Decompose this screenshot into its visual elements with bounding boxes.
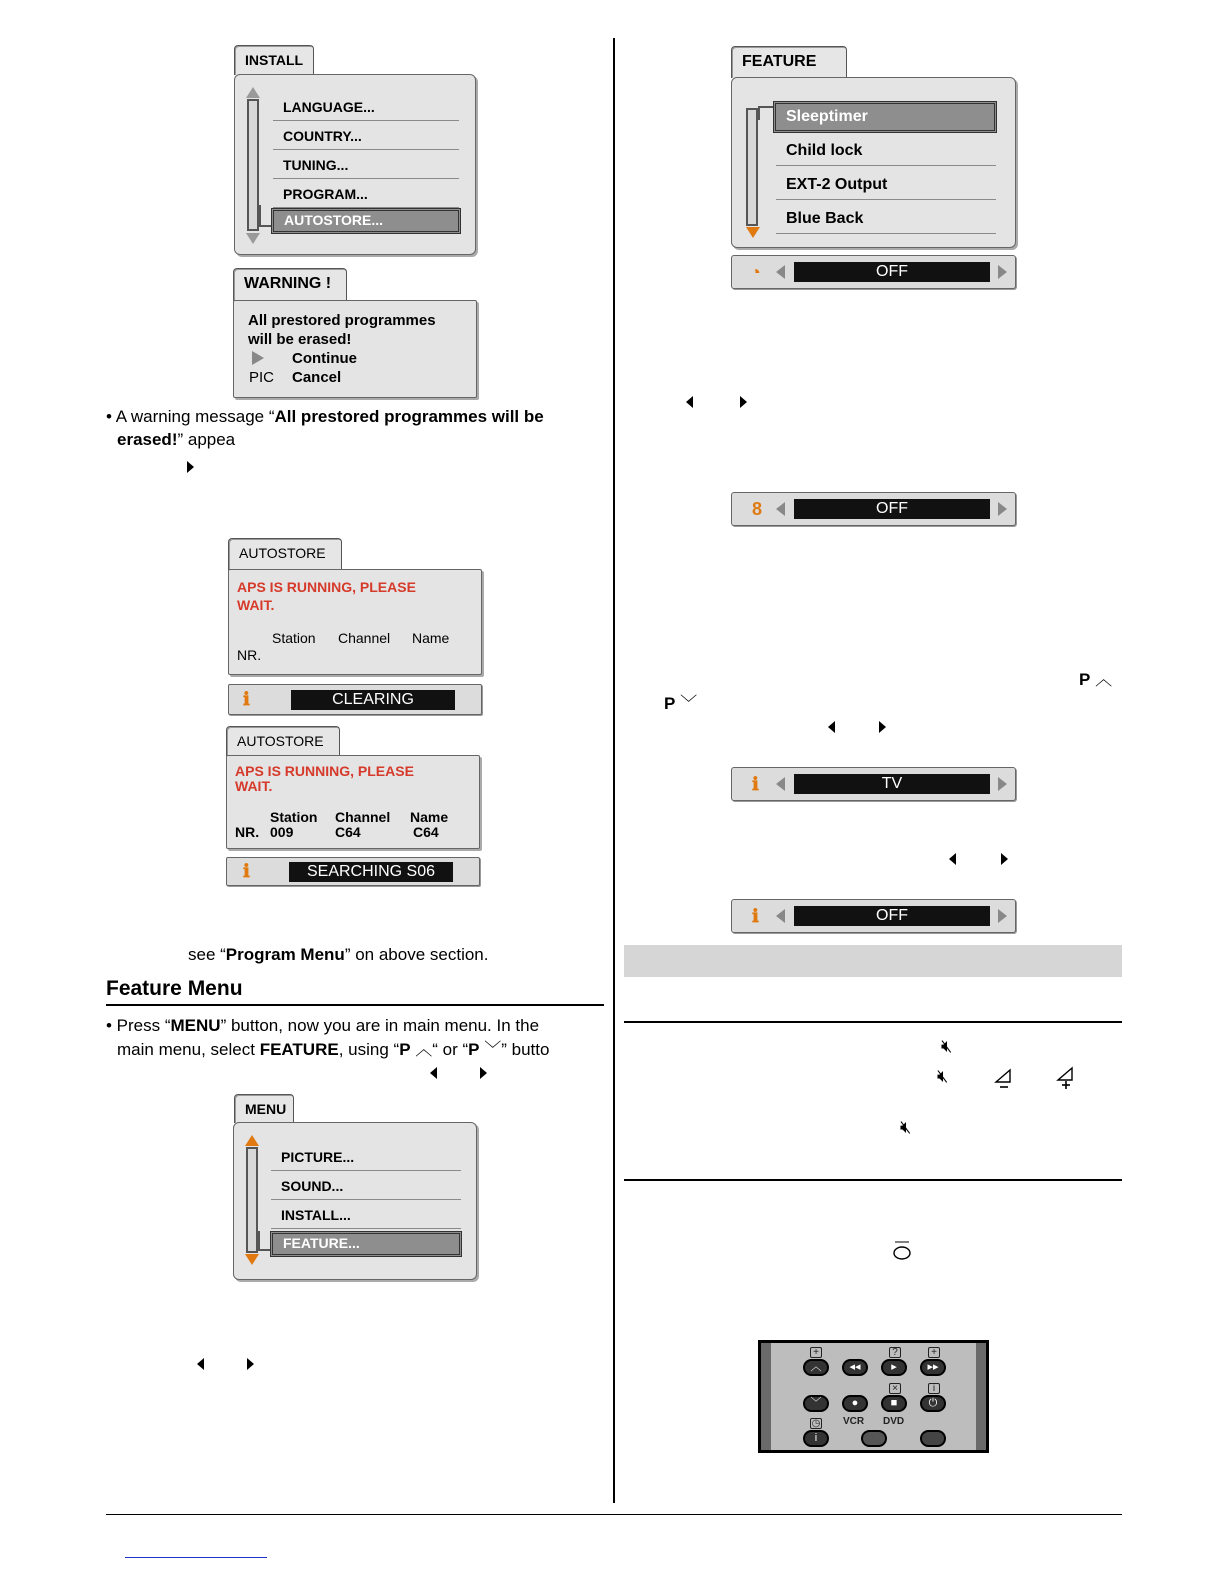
page-bottom-rule [106,1514,1122,1515]
right-arrow-icon [480,1067,487,1079]
channel-value: C64 [335,824,361,840]
stop-button[interactable]: ■ [881,1395,907,1412]
wrench-icon: ℹ [243,689,250,709]
left-arrow-icon [197,1358,204,1370]
autostore-panel-1 [228,569,482,675]
mute-icon: 🔇︎ [937,1066,949,1086]
scroll-down-icon [245,1254,259,1265]
para-text: main menu, select [117,1040,260,1059]
expand-symbol: + [928,1347,940,1358]
searching-status: SEARCHING S06 [289,862,453,882]
menu-keyword: MENU [170,1016,221,1035]
warning-line-1: All prestored programmes [248,312,436,329]
column-divider [613,38,615,1503]
child-lock-status-bar [731,492,1016,526]
aps-message-line-2: WAIT. [235,778,273,794]
aps-message-line-2: WAIT. [237,597,275,613]
autostore-tab-2: AUTOSTORE [226,726,340,756]
help-symbol: ? [889,1347,901,1358]
remote-control-image [758,1340,989,1453]
p-down-key [664,692,697,716]
page-up-symbol: + [810,1347,822,1358]
menu-item-tuning[interactable]: TUNING... [273,153,459,179]
info-symbol: i [928,1383,940,1394]
fast-forward-button[interactable]: ▸▸ [920,1359,946,1376]
info-button[interactable]: i [803,1430,829,1447]
increase-arrow-icon[interactable] [998,502,1007,516]
increase-arrow-icon[interactable] [998,909,1007,923]
p-down-icon: ﹀ [479,1040,502,1059]
ext2-status-bar [731,767,1016,801]
left-arrow-icon [949,853,956,865]
para-text: ” butto [501,1040,550,1059]
heading-rule [106,1004,604,1006]
col-header-station: Station [270,809,318,825]
play-button[interactable]: ▸ [881,1359,907,1376]
bullet-text-pre: • A warning message “ [106,407,275,426]
mode-switch[interactable] [861,1430,887,1447]
ext2-value: TV [794,774,990,794]
aps-message-line-1: APS IS RUNNING, PLEASE [237,579,416,595]
continue-option[interactable]: Continue [292,350,357,367]
feature-menu-heading: Feature Menu [106,977,243,1000]
scroll-down-icon [746,227,760,238]
col-header-channel: Channel [338,630,391,646]
section-rule-1 [624,1021,1122,1023]
power-button[interactable]: ⏻ [920,1395,946,1412]
scroll-connector [758,106,774,120]
p-key: P [399,1040,411,1059]
feature-keyword: FEATURE [259,1040,339,1059]
volume-down-icon [994,1066,1016,1090]
timer-icon: ◔ [750,262,761,282]
see-program-menu-text [188,943,488,967]
section-rule-2 [624,1179,1122,1181]
p-up-key [1079,668,1112,692]
cancel-option[interactable]: Cancel [292,369,342,386]
scrollbar [746,108,758,226]
mute-icon: 🔇︎ [900,1117,912,1137]
right-arrow-icon [187,461,194,473]
menu-item-install[interactable]: INSTALL... [271,1203,461,1229]
feature-tab: FEATURE [731,46,847,78]
p-up-icon: ︿ [410,1040,433,1059]
p-key: P [664,694,676,713]
up-button[interactable]: ︿ [803,1359,829,1376]
mode-button-icon [891,1238,913,1262]
right-arrow-icon [740,396,747,408]
right-arrow-icon [1001,853,1008,865]
feature-para-line-1 [106,1014,604,1038]
bullet-text-bold-1: All prestored programmes will be [274,407,544,426]
cancel-symbol: × [889,1383,901,1394]
warning-tab: WARNING ! [233,268,347,301]
menu-item-picture[interactable]: PICTURE... [271,1145,461,1171]
section-header-band [624,945,1122,977]
col-header-nr: NR. [237,647,262,663]
para-text: • Press “ [106,1016,171,1035]
down-button[interactable]: ﹀ [803,1395,829,1412]
menu-item-ext2-output[interactable]: EXT-2 Output [776,170,996,200]
feature-para-line-2 [117,1038,549,1062]
see-post: ” on above section. [344,945,489,964]
warning-bullet-line-2 [117,428,235,452]
remote-edge-right [976,1343,986,1450]
sleeptimer-status-bar [731,255,1016,289]
mute-icon: 🔇︎ [941,1036,953,1056]
menu-item-country[interactable]: COUNTRY... [273,124,459,150]
col-header-station: Station [272,630,316,646]
scroll-down-icon [246,233,260,244]
clock-symbol: ◷ [811,1418,821,1429]
see-bold: Program Menu [225,945,345,964]
menu-item-program[interactable]: PROGRAM... [273,182,459,208]
autostore-panel-2 [226,755,480,849]
vcr-label: VCR [843,1416,865,1427]
child-lock-value: OFF [794,499,990,519]
col-header-name: Name [412,630,450,646]
scroll-up-icon [245,1135,259,1146]
col-header-channel: Channel [335,809,391,825]
menu-tab: MENU [234,1094,294,1123]
para-text: ” button, now you are in main menu. In the [220,1016,540,1035]
aps-message-line-1: APS IS RUNNING, PLEASE [235,763,414,779]
p-up-icon: ︿ [1090,670,1113,689]
name-value: C64 [413,824,439,840]
autostore-status-bar-2 [226,857,480,886]
decrease-arrow-icon[interactable] [776,909,785,923]
footer-link-underline [125,1557,267,1558]
blue-back-value: OFF [794,906,990,926]
pic-key-label: PIC [249,369,275,386]
see-pre: see “ [188,945,226,964]
menu-item-language[interactable]: LANGUAGE... [273,95,459,121]
left-arrow-icon [430,1067,437,1079]
increase-arrow-icon[interactable] [998,777,1007,791]
scrollbar [247,99,259,231]
decrease-arrow-icon[interactable] [776,265,785,279]
feature-menu-panel [731,77,1016,248]
autostore-status-bar-1 [228,684,482,715]
main-menu-panel [233,1122,477,1280]
install-menu-panel [234,74,476,255]
right-arrow-icon [247,1358,254,1370]
sleeptimer-value: OFF [794,262,990,282]
menu-item-blue-back[interactable]: Blue Back [776,204,996,234]
lock-icon: 8 [752,499,763,519]
menu-item-sound[interactable]: SOUND... [271,1174,461,1200]
wrench-icon: ℹ [752,774,759,794]
decrease-arrow-icon[interactable] [776,777,785,791]
scroll-up-icon [246,87,260,98]
volume-up-icon [1056,1066,1078,1090]
warning-panel [233,300,477,398]
right-arrow-icon [879,721,886,733]
menu-item-child-lock[interactable]: Child lock [776,136,996,166]
warning-bullet-line-1 [106,405,604,429]
menu-item-autostore[interactable]: AUTOSTORE... [271,208,461,234]
p-key: P [468,1040,480,1059]
p-key: P [1079,670,1091,689]
left-arrow-icon [828,721,835,733]
wrench-icon: ℹ [752,906,759,926]
p-down-icon: ﹀ [675,694,698,713]
record-button[interactable]: ● [842,1395,868,1412]
decrease-arrow-icon[interactable] [776,502,785,516]
dvd-label: DVD [883,1416,905,1427]
left-arrow-icon [686,396,693,408]
col-header-name: Name [410,809,449,825]
para-text: , using “ [338,1040,400,1059]
menu-item-sleeptimer[interactable]: Sleeptimer [773,101,997,133]
install-tab: INSTALL [234,45,314,75]
para-text: “ or “ [432,1040,469,1059]
continue-arrow-icon [252,351,264,365]
bullet-text-bold-2: erased! [117,430,178,449]
mode-button[interactable] [920,1430,946,1447]
warning-line-2: will be erased! [248,331,352,348]
col-header-nr: NR. [235,824,260,840]
station-value: 009 [270,824,294,840]
clearing-status: CLEARING [291,690,455,710]
scrollbar [246,1147,258,1253]
bullet-text-post: ” appea [177,430,236,449]
increase-arrow-icon[interactable] [998,265,1007,279]
wrench-icon: ℹ [243,861,250,881]
autostore-tab-1: AUTOSTORE [228,538,342,570]
menu-item-feature[interactable]: FEATURE... [270,1231,462,1257]
remote-edge-left [761,1343,771,1450]
blue-back-status-bar [731,899,1016,933]
rewind-button[interactable]: ◂◂ [842,1359,868,1376]
